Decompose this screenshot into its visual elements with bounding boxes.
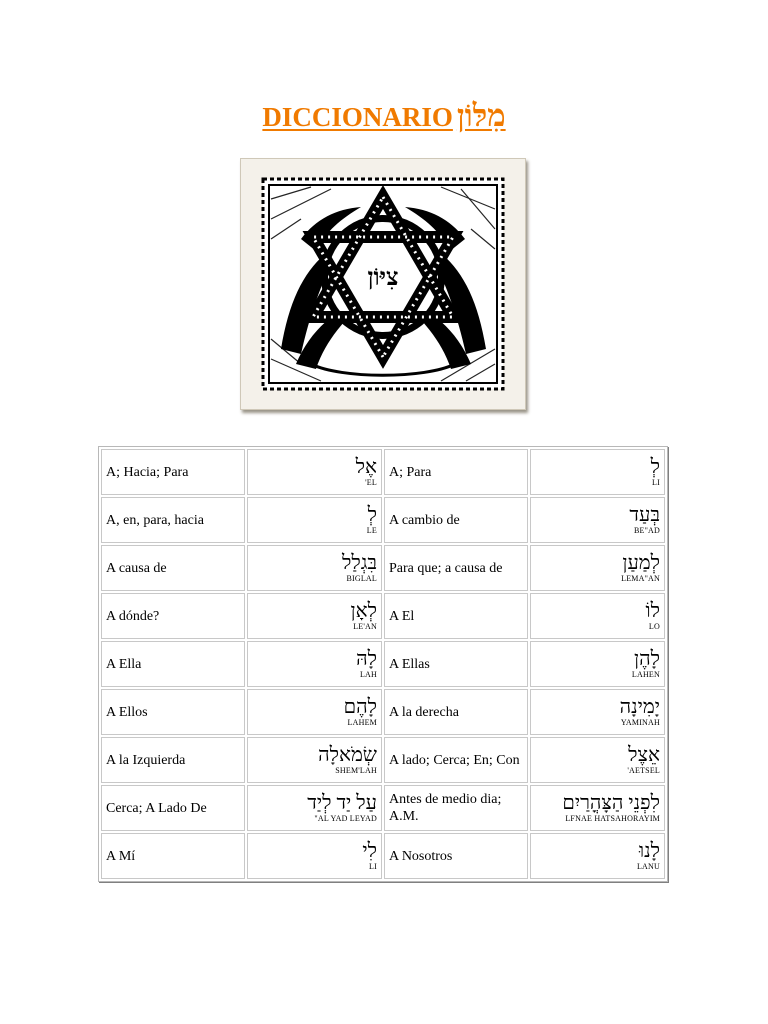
transliteration: YAMINAH — [620, 718, 660, 727]
spanish-term: Antes de medio dia; A.M. — [384, 785, 528, 831]
page-header — [0, 98, 768, 134]
transliteration: LEMA"AN — [621, 574, 660, 583]
spanish-term: Cerca; A Lado De — [101, 785, 245, 831]
hebrew-cell — [530, 641, 665, 687]
hebrew-word: יָמִינָה — [619, 696, 660, 718]
hebrew-word: אֵצֶל — [628, 744, 660, 766]
transliteration: LAHEN — [631, 670, 660, 679]
transliteration: BIGLAL — [346, 574, 377, 583]
spanish-term: A causa de — [101, 545, 245, 591]
spanish-term: Para que; a causa de — [384, 545, 528, 591]
table-row — [101, 737, 665, 783]
table-row — [101, 689, 665, 735]
hebrew-word: לְ — [650, 456, 660, 478]
transliteration: LFNAE HATSAHORAYIM — [565, 814, 660, 823]
title-hebrew: מִלּוֹן — [456, 98, 506, 133]
hebrew-cell — [530, 497, 665, 543]
hebrew-word: שְׂמֹאלָה — [318, 744, 377, 766]
transliteration: 'EL — [365, 478, 377, 487]
hebrew-cell — [247, 641, 382, 687]
hebrew-cell — [530, 449, 665, 495]
hebrew-cell — [247, 737, 382, 783]
emblem-image — [240, 158, 526, 410]
hebrew-word: בִּגְלַל — [342, 552, 377, 574]
spanish-term: A El — [384, 593, 528, 639]
hebrew-word: לְאָן — [350, 600, 377, 622]
spanish-term: A cambio de — [384, 497, 528, 543]
hebrew-cell — [530, 593, 665, 639]
transliteration: SHEM'LAH — [335, 766, 377, 775]
transliteration: LI — [369, 862, 377, 871]
hebrew-cell — [530, 737, 665, 783]
table-row — [101, 785, 665, 831]
transliteration: LO — [648, 622, 660, 631]
transliteration: LE — [366, 526, 377, 535]
page-title — [262, 98, 505, 134]
hebrew-cell — [247, 449, 382, 495]
transliteration: LAH — [359, 670, 377, 679]
hebrew-word: בְּעַד — [629, 504, 660, 526]
hebrew-word: לְמַעַן — [622, 552, 660, 574]
hebrew-cell — [247, 689, 382, 735]
spanish-term: A Nosotros — [384, 833, 528, 879]
hebrew-word: לִפְנֵי הַצָּהֳרַיִם — [562, 792, 660, 814]
transliteration: LI — [652, 478, 660, 487]
star-of-david-emblem-icon — [241, 159, 525, 409]
hebrew-cell — [530, 689, 665, 735]
hebrew-cell — [530, 833, 665, 879]
transliteration: "AL YAD LEYAD — [314, 814, 377, 823]
hebrew-word: לָהּ — [356, 648, 377, 670]
dictionary-table — [98, 446, 668, 882]
hebrew-cell — [247, 833, 382, 879]
hebrew-word: לְ — [367, 504, 377, 526]
spanish-term: A, en, para, hacia — [101, 497, 245, 543]
hebrew-word: לָהֶן — [634, 648, 660, 670]
emblem-inscription: צִיּוֹן — [367, 262, 399, 291]
spanish-term: A Mí — [101, 833, 245, 879]
hebrew-cell — [530, 785, 665, 831]
transliteration: LANU — [636, 862, 660, 871]
transliteration: 'AETSEL — [627, 766, 660, 775]
hebrew-word: לָהֶם — [343, 696, 377, 718]
table-row — [101, 833, 665, 879]
hebrew-cell — [247, 785, 382, 831]
hebrew-cell — [247, 545, 382, 591]
hebrew-word: לוֹ — [645, 600, 660, 622]
table-row — [101, 641, 665, 687]
hebrew-cell — [530, 545, 665, 591]
title-text: DICCIONARIO — [262, 102, 453, 132]
spanish-term: A la derecha — [384, 689, 528, 735]
hebrew-word: אֶל — [355, 456, 377, 478]
spanish-term: A Ellas — [384, 641, 528, 687]
hebrew-word: לִי — [362, 840, 377, 862]
table-row — [101, 497, 665, 543]
spanish-term: A; Para — [384, 449, 528, 495]
spanish-term: A la Izquierda — [101, 737, 245, 783]
spanish-term: A; Hacia; Para — [101, 449, 245, 495]
hebrew-word: לָנוּ — [639, 840, 660, 862]
transliteration: BE"AD — [633, 526, 660, 535]
spanish-term: A dónde? — [101, 593, 245, 639]
transliteration: LAHEM — [347, 718, 377, 727]
table-row — [101, 593, 665, 639]
spanish-term: A lado; Cerca; En; Con — [384, 737, 528, 783]
spanish-term: A Ellos — [101, 689, 245, 735]
table-row — [101, 449, 665, 495]
hebrew-word: עַל יַד לְיַד — [307, 792, 377, 814]
transliteration: LE'AN — [353, 622, 377, 631]
spanish-term: A Ella — [101, 641, 245, 687]
hebrew-cell — [247, 497, 382, 543]
table-row — [101, 545, 665, 591]
hebrew-cell — [247, 593, 382, 639]
